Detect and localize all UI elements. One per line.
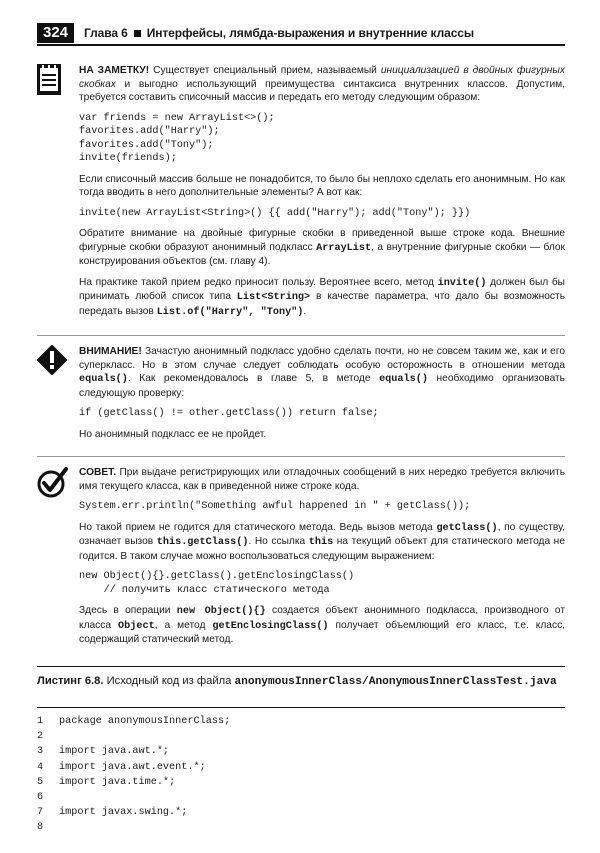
listing-top-rule	[37, 666, 565, 667]
text-run: , а метод	[154, 619, 213, 631]
text-run: Но такой прием не годится для статического метода. Ведь вызов метода	[79, 521, 437, 533]
inline-code: this	[308, 537, 334, 548]
text-run: Существует специальный прием, называемый	[149, 65, 381, 76]
italic-term: инициализацией в двойных фигурных скобках	[79, 65, 565, 90]
text-run: , по существу, означает вызов	[79, 521, 565, 547]
chapter-title	[84, 26, 474, 40]
line-code: import java.awt.*;	[59, 746, 170, 758]
code-line	[37, 729, 565, 744]
line-number: 7	[37, 807, 44, 819]
code-line	[37, 820, 565, 835]
bullet-square-icon	[134, 30, 141, 37]
listing-caption	[37, 674, 565, 690]
line-number: 3	[37, 746, 44, 758]
code-line	[37, 790, 565, 805]
line-code: package anonymousInnerClass;	[59, 716, 231, 727]
note-paragraph	[79, 276, 565, 320]
text-run: Обратите внимание на двойные фигурные скобки в приведенной выше строке кода. Внешние фигурные скобки образуют анонимный подкласс	[79, 228, 565, 253]
inline-code: this.getClass()	[156, 537, 249, 548]
tip-block	[37, 466, 565, 656]
page-number: 324	[37, 23, 74, 43]
warning-icon	[37, 345, 67, 375]
text-run: получает объемлющий его класс, т.е. класс, содержащий статический метод.	[79, 619, 565, 645]
warning-lead: ВНИМАНИЕ!	[79, 346, 142, 357]
code-listing	[37, 714, 565, 836]
text-run: создается объект анонимного подкласса, производного от класса	[79, 605, 565, 631]
inline-code: invite()	[437, 277, 487, 289]
note-block	[37, 64, 565, 326]
line-code: import java.awt.event.*;	[59, 761, 206, 773]
note-paragraph: Если списочный массив больше не понадобится, то было бы неплохо сделать его анонимным. Но как тогда вводить в него дополнительные элементы? А вот как:	[79, 173, 565, 198]
line-number: 8	[37, 822, 44, 834]
text-run: Здесь в операции	[79, 605, 177, 616]
warning-block	[37, 345, 565, 450]
tip-paragraph	[79, 604, 565, 647]
text-run: На практике такой прием редко приносит пользу. Вероятнее всего, метод	[79, 276, 438, 288]
warning-paragraph	[79, 345, 565, 400]
text-run: и выгодно использующий преимущества синтаксиса внутренних классов. Допустим, требуется составить списочный массив и передать его методу следующим образом:	[79, 78, 565, 103]
listing-bottom-rule	[37, 707, 565, 708]
inline-code: equals()	[379, 374, 428, 385]
code-snippet: var friends = new ArrayList<>(); favorites.add("Harry"); favorites.add("Tony"); invite(friends);	[79, 112, 275, 164]
text-run: Зачастую анонимный подкласс удобно сделать почти, но не совсем таким же, как и его суперкласс. Но в этом случае следует соблюдать особую осторожность в отношении метода	[79, 346, 565, 371]
notepad-icon	[37, 64, 61, 95]
code-line	[37, 775, 565, 790]
code-line	[37, 760, 565, 775]
inline-code: getEnclosingClass()	[212, 620, 329, 632]
code-line	[37, 805, 565, 820]
text-run: в качестве параметра, что дало бы возможность передать вызов	[79, 291, 565, 317]
listing-label: Листинг 6.8.	[37, 675, 104, 687]
inline-code: getClass()	[436, 522, 498, 534]
text-run: должен был бы принимать любой список типа	[79, 276, 566, 302]
note-text	[79, 64, 565, 326]
header-rule	[37, 44, 565, 46]
text-run: необходимо организовать следующую проверку:	[79, 373, 565, 399]
text-run: При выдаче регистрирующих или отладочных сообщений в них нередко требуется включить имя текущего класса, как в приведенной ниже строке кода.	[79, 467, 565, 492]
line-code: import java.time.*;	[59, 776, 176, 788]
tip-lead: СОВЕТ.	[79, 467, 117, 478]
checkmark-icon	[37, 466, 69, 498]
warning-paragraph: Но анонимный подкласс ее не пройдет.	[79, 428, 267, 440]
text-run: . Как рекомендовалось в главе 5, в методе	[127, 373, 380, 384]
inline-code: ArrayList	[316, 242, 372, 254]
line-number: 6	[37, 791, 44, 803]
running-header	[37, 23, 565, 43]
note-lead: НА ЗАМЕТКУ!	[79, 65, 150, 76]
inline-code: equals()	[79, 374, 128, 385]
note-paragraph	[79, 227, 565, 269]
text-run: .	[303, 305, 307, 317]
note-paragraph	[79, 64, 565, 105]
inline-code: Object	[118, 620, 155, 632]
tip-paragraph	[79, 521, 565, 564]
tip-text	[79, 466, 565, 654]
line-number: 4	[37, 761, 44, 773]
code-line	[37, 744, 565, 759]
text-run: на текущий объект для статического метода не годится. В таком случае можно воспользоваться следующим выражением:	[79, 536, 565, 562]
code-snippet: invite(new ArrayList<String>() {{ add("Harry"); add("Tony"); }})	[79, 207, 471, 219]
chapter-label: Глава 6	[84, 26, 128, 40]
listing-filename: anonymousInnerClass/AnonymousInnerClassTest.java	[234, 676, 557, 688]
line-number: 2	[37, 731, 44, 743]
code-snippet: if (getClass() != other.getClass()) return false;	[79, 408, 379, 419]
section-separator	[37, 456, 565, 457]
warning-text	[79, 345, 565, 448]
chapter-name: Интерфейсы, лямбда-выражения и внутренние классы	[146, 26, 474, 40]
inline-code: List.of("Harry", "Tony")	[156, 306, 304, 318]
code-snippet: new Object(){}.getClass().getEnclosingClass() // получить класс статического метода	[79, 571, 355, 596]
line-number: 1	[37, 716, 44, 727]
line-code: import javax.swing.*;	[59, 807, 188, 819]
text-run: . Но ссылка	[248, 536, 309, 547]
inline-code: new Object(){}	[176, 606, 266, 617]
listing-caption-text: Исходный код из файла	[103, 675, 235, 687]
text-run: , а внутренние фигурные скобки — блок конструирования объектов (см. главу 4).	[79, 241, 566, 267]
line-number: 5	[37, 776, 44, 788]
inline-code: List<String>	[236, 292, 311, 303]
code-line	[37, 714, 565, 729]
tip-paragraph	[79, 466, 565, 493]
code-snippet: System.err.println("Something awful happened in " + getClass());	[79, 501, 471, 512]
section-separator	[37, 335, 565, 336]
